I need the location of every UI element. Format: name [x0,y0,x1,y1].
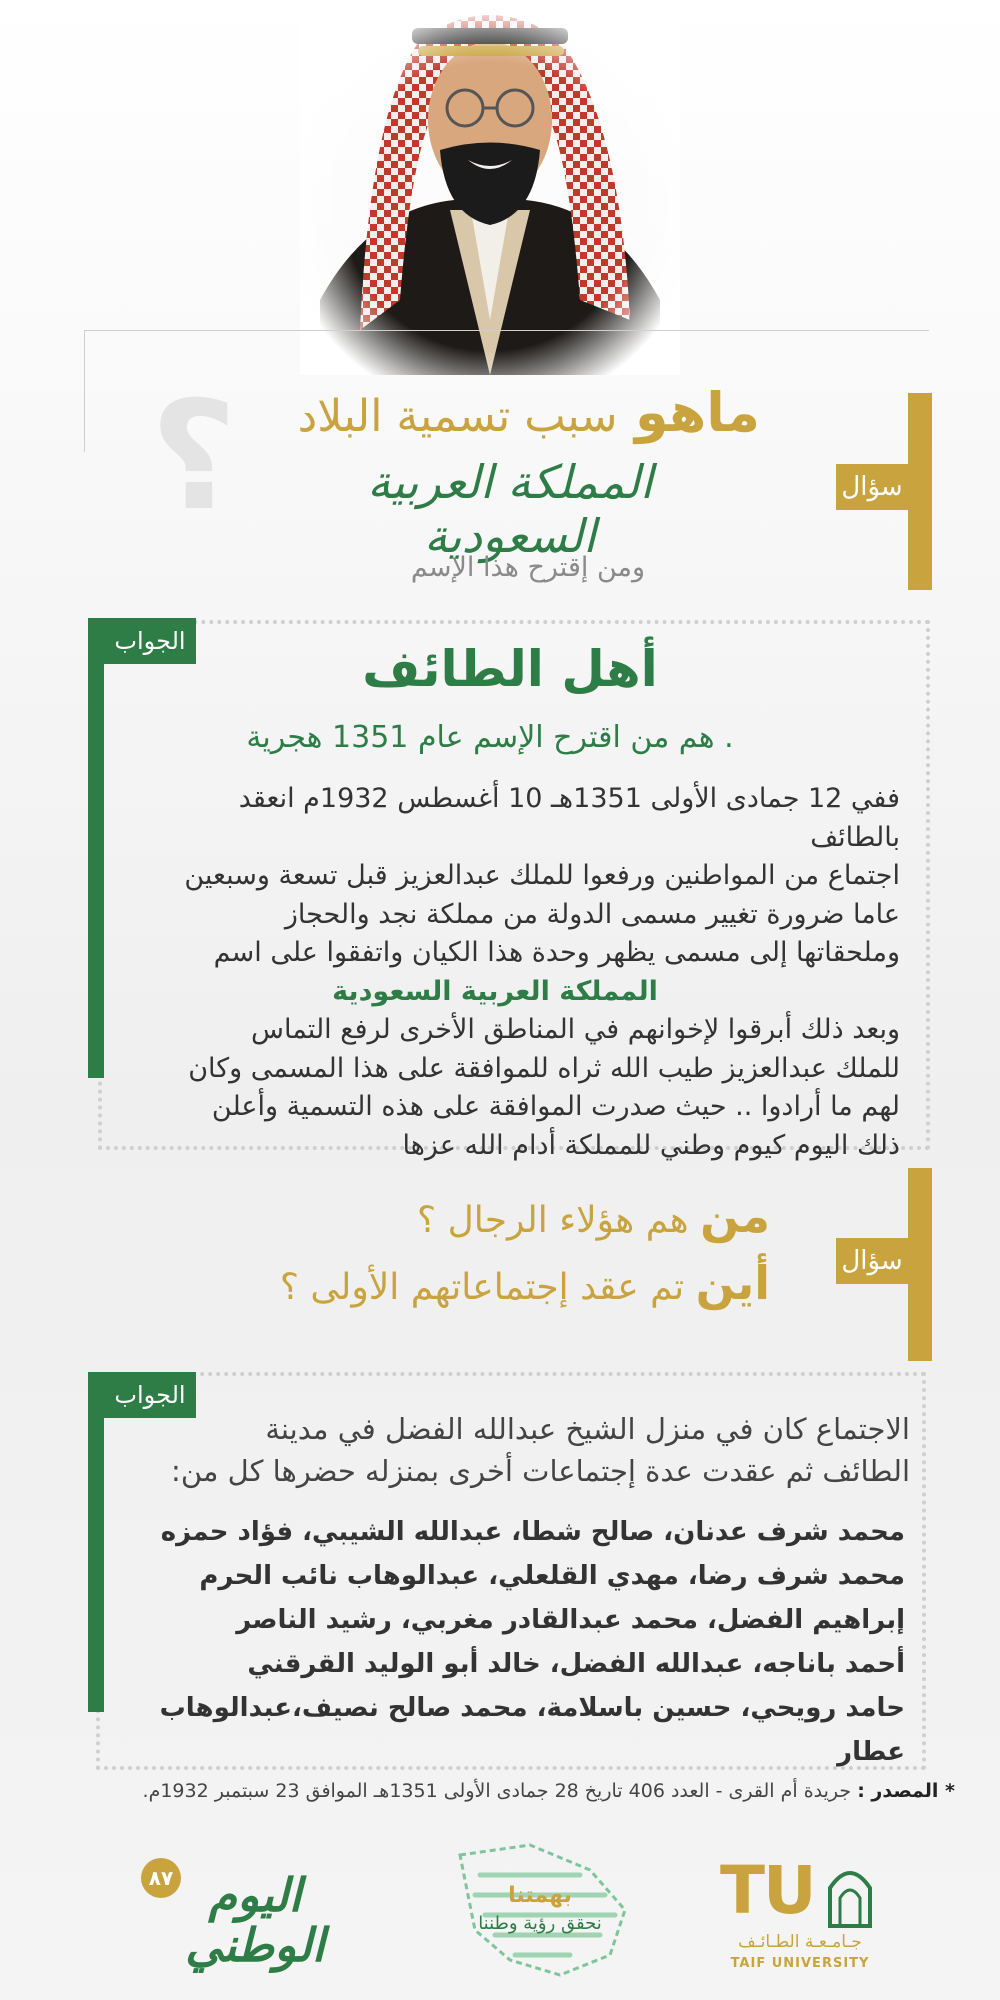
answer1-bar [88,618,104,1078]
question2-tab: سؤال [836,1238,908,1284]
question1-title-highlight: ماهو [634,381,760,444]
national-day-logo [135,1850,345,1975]
answer1-line: لهم ما أرادوا .. حيث صدرت الموافقة على هذه التسمية وأعلن [211,1091,900,1122]
names-line: أحمد باناجه، عبدالله الفضل، خالد أبو الوليد القرقني [247,1649,905,1679]
answer2-intro-line: الاجتماع كان في منزل الشيخ عبدالله الفضل في مدينة [265,1412,910,1446]
kingdom-calligraphy: المملكة العربية السعودية [367,455,653,563]
answer1-line: عاما ضرورة تغيير مسمى الدولة من مملكة نجد والحجاز [284,898,900,930]
answer1-subheading: هم من اقترح الإسم عام 1351 هجرية . [246,720,734,755]
answer1-line: للملك عبدالعزيز طيب الله ثراه للموافقة على هذا المسمى وكان [188,1052,900,1084]
question-mark-decoration: ؟ [150,370,238,544]
question1-title [180,378,760,452]
tu-letters: TU [720,1852,815,1929]
answer1-tab: الجواب [104,618,196,664]
names-line: حامد رويحي، حسين باسلامة، محمد صالح نصيف،عبدالوهاب عطار [159,1693,905,1767]
answer2-tab: الجواب [104,1372,196,1418]
question2-line2-rest: تم عقد إجتماعاتهم الأولى ؟ [279,1267,685,1308]
taif-university-logo [720,1852,880,1977]
answer1-body [150,780,900,1165]
national-day-badge: ٨٧ [141,1858,181,1898]
answer1-line: ذلك اليوم كيوم وطني للمملكة أدام الله عزها [402,1129,900,1161]
question1-tab: سؤال [836,464,908,510]
answer1-highlight: المملكة العربية السعودية [332,975,658,1007]
question1-title-rest: سبب تسمية البلاد [297,391,618,442]
names-line: محمد شرف عدنان، صالح شطا، عبدالله الشيبي، فؤاد حمزه [160,1517,905,1547]
vision-subtitle: نحقق رؤية وطننا [478,1913,602,1934]
answer1-line: اجتماع من المواطنين ورفعوا للملك عبدالعزيز قبل تسعة وسبعين [184,860,900,891]
source-label: * المصدر : [857,1780,955,1802]
answer2-intro-line: الطائف ثم عقدت عدة إجتماعات أخرى بمنزله حضرها كل من: [171,1454,910,1488]
source-note [60,1780,955,1802]
question1-bar [908,393,932,590]
vision-map-icon [440,1835,640,1985]
question2-line2 [220,1252,770,1319]
tu-arabic: جـامـعـة الطـائـف [738,1932,862,1952]
answer2-bar [88,1372,104,1712]
question2-text [220,1185,770,1319]
university-dome-icon [824,1858,876,1928]
answer1-line: ففي 12 جمادى الأولى 1351هـ 10 أغسطس 1932م انعقد بالطائف [238,783,900,853]
names-line: محمد شرف رضا، مهدي القلعلي، عبدالوهاب نائب الحرم [199,1561,905,1591]
tu-english: TAIF UNIVERSITY [730,1956,870,1971]
king-portrait [300,0,680,375]
names-line: إبراهيم الفضل، محمد عبدالقادر مغربي، رشيد الناصر [236,1605,905,1635]
question2-line1 [220,1185,770,1252]
answer2-names [120,1510,905,1774]
question2-line1-rest: هم هؤلاء الرجال ؟ [417,1200,689,1241]
vision-logo [440,1835,640,1985]
vision-title: بهمتنا [508,1883,572,1908]
answer1-line: وملحقاتها إلى مسمى يظهر وحدة هذا الكيان واتفقوا على اسم [213,937,900,968]
answer2-intro [150,1408,910,1492]
question2-line2-highlight: أين [695,1256,770,1310]
answer1-heading: أهل الطائف [362,640,658,698]
question2-line1-highlight: من [700,1189,770,1243]
source-text: جريدة أم القرى - العدد 406 تاريخ 28 جمادى الأولى 1351هـ الموافق 23 سبتمبر 1932م. [142,1780,852,1802]
national-day-text: اليوم الوطني [185,1868,325,1972]
question2-bar [908,1168,932,1361]
question1-subtitle: ومن إقترح هذا الإسم [410,552,645,583]
answer1-line: وبعد ذلك أبرقوا لإخوانهم في المناطق الأخرى لرفع التماس [251,1014,900,1045]
